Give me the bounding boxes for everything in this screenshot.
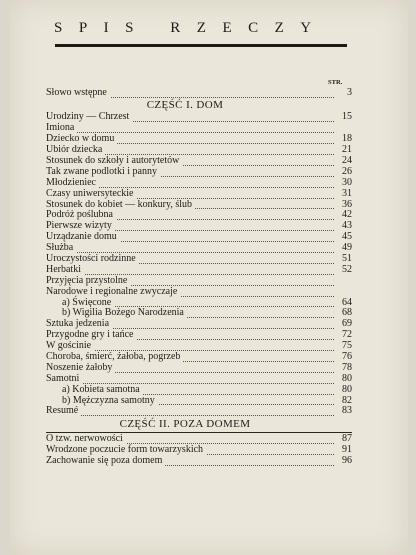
toc-entry-page: 76 xyxy=(336,352,352,363)
toc-entry[interactable] xyxy=(46,456,352,467)
page-column-label: STR. xyxy=(328,79,343,86)
toc-entry[interactable] xyxy=(46,385,352,396)
toc-entry[interactable] xyxy=(46,396,352,407)
toc-entry-page: 36 xyxy=(336,200,352,211)
toc-entry-page: 75 xyxy=(336,341,352,352)
toc-entry[interactable] xyxy=(46,232,352,243)
toc-entry-page: 96 xyxy=(336,456,352,467)
toc-entry-page: 18 xyxy=(336,134,352,145)
toc-entry-title: Urządzanie domu xyxy=(46,231,120,242)
toc-entry-page: 21 xyxy=(336,145,352,156)
toc-entry-page: 78 xyxy=(336,363,352,374)
toc-entry-page: 87 xyxy=(336,434,352,445)
section-heading: CZĘŚĆ II. POZA DOMEM xyxy=(119,418,251,431)
toc-entry-page: 42 xyxy=(336,210,352,221)
toc-entry-title: Samotni xyxy=(46,373,82,384)
toc-entry-title: Wrodzone poczucie form towarzyskich xyxy=(46,444,206,455)
section-heading: CZĘŚĆ I. DOM xyxy=(146,98,224,111)
toc-entry[interactable] xyxy=(46,276,352,287)
toc-entry[interactable] xyxy=(46,445,352,456)
toc-entry-page: 30 xyxy=(336,178,352,189)
toc-entry[interactable] xyxy=(46,406,352,417)
toc-entry-page: 68 xyxy=(336,308,352,319)
toc-entry-title: Uroczystości rodzinne xyxy=(46,253,139,264)
page-title: SPIS RZECZY xyxy=(54,20,328,36)
toc-entry-title: a) Kobieta samotna xyxy=(46,384,143,395)
toc-entry-page: 31 xyxy=(336,189,352,200)
toc-entry-title: O tzw. nerwowości xyxy=(46,433,126,444)
toc-entry-title: Stosunek do kobiet — konkury, ślub xyxy=(46,199,195,210)
dot-leader xyxy=(46,415,334,416)
toc-entry-page: 45 xyxy=(336,232,352,243)
table-of-contents xyxy=(46,88,352,467)
toc-entry-title: Zachowanie się poza domem xyxy=(46,455,165,466)
toc-entry-title: Dziecko w domu xyxy=(46,133,117,144)
toc-entry-page: 69 xyxy=(336,319,352,330)
toc-entry-title: b) Wigilia Bożego Narodzenia xyxy=(46,307,187,318)
toc-entry-page: 24 xyxy=(336,156,352,167)
toc-entry-page: 26 xyxy=(336,167,352,178)
toc-entry-title: Młodzieniec xyxy=(46,177,99,188)
toc-entry-title: Podróż poślubna xyxy=(46,209,116,220)
toc-entry-page: 64 xyxy=(336,298,352,309)
toc-entry-title: W gościnie xyxy=(46,340,94,351)
title-rule xyxy=(55,44,347,47)
toc-entry-title: b) Mężczyzna samotny xyxy=(46,395,158,406)
toc-entry-title: Urodziny — Chrzest xyxy=(46,111,132,122)
toc-entry-title: Resumé xyxy=(46,405,81,416)
toc-entry-page: 52 xyxy=(336,265,352,276)
toc-entry-title: Narodowe i regionalne zwyczaje xyxy=(46,286,180,297)
toc-entry-title: a) Święcone xyxy=(46,297,114,308)
toc-entry-title: Sztuka jedzenia xyxy=(46,318,112,329)
toc-entry-page: 49 xyxy=(336,243,352,254)
toc-entry-page: 80 xyxy=(336,374,352,385)
toc-entry-title: Herbatki xyxy=(46,264,84,275)
toc-entry-page: 51 xyxy=(336,254,352,265)
toc-entry-page: 15 xyxy=(336,112,352,123)
toc-entry-title: Przyjęcia przystolne xyxy=(46,275,130,286)
toc-entry-page: 3 xyxy=(336,88,352,99)
toc-entry-title: Pierwsze wizyty xyxy=(46,220,115,231)
toc-entry[interactable] xyxy=(46,189,352,200)
toc-entry-title: Choroba, śmierć, żałoba, pogrzeb xyxy=(46,351,183,362)
toc-entry-page: 80 xyxy=(336,385,352,396)
toc-entry[interactable] xyxy=(46,363,352,374)
toc-entry[interactable] xyxy=(46,287,352,298)
toc-entry-title: Noszenie żałoby xyxy=(46,362,115,373)
toc-entry-page: 43 xyxy=(336,221,352,232)
toc-entry-title: Imiona xyxy=(46,122,77,133)
toc-entry[interactable] xyxy=(46,88,352,99)
toc-entry-title: Stosunek do szkoły i autorytetów xyxy=(46,155,182,166)
toc-entry[interactable] xyxy=(46,178,352,189)
toc-entry-page: 83 xyxy=(336,406,352,417)
toc-entry-title: Tak zwane podlotki i panny xyxy=(46,166,160,177)
toc-entry-title: Czasy uniwersyteckie xyxy=(46,188,136,199)
toc-entry-title: Słowo wstępne xyxy=(46,87,110,98)
toc-entry-title: Przygodne gry i tańce xyxy=(46,329,136,340)
book-page xyxy=(10,0,408,555)
toc-entry-page: 91 xyxy=(336,445,352,456)
toc-entry-title: Ubiór dziecka xyxy=(46,144,105,155)
toc-entry-page: 82 xyxy=(336,396,352,407)
toc-entry-title: Służba xyxy=(46,242,76,253)
toc-entry[interactable] xyxy=(46,112,352,123)
toc-entry-page: 72 xyxy=(336,330,352,341)
toc-entry[interactable] xyxy=(46,254,352,265)
